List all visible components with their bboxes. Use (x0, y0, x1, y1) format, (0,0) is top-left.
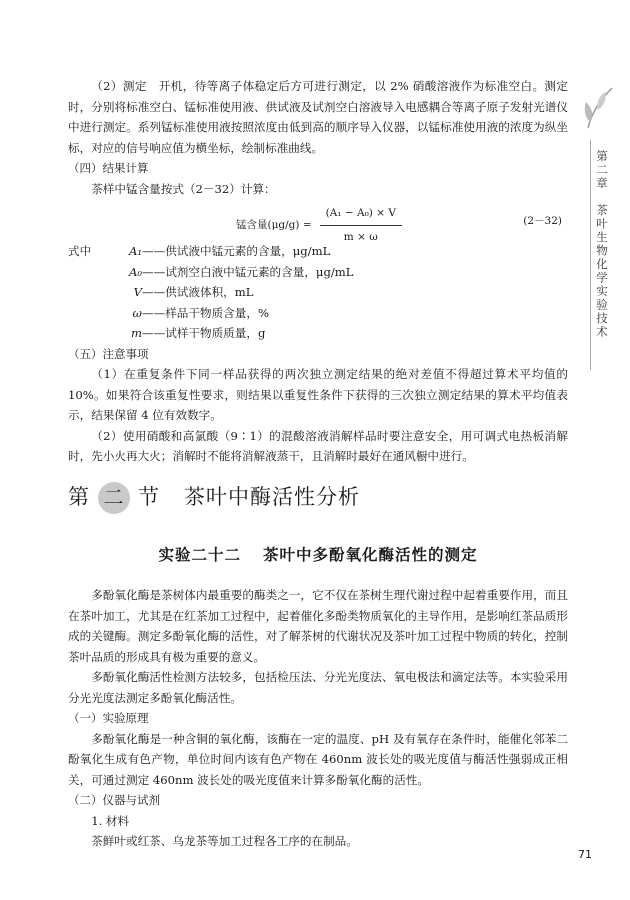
measurement-paragraph: （2）测定 开机，待等离子体稳定后方可进行测定，以 2% 硝酸溶液作为标准空白。测定时，分别将标准空白、锰标准使用液、供试液及试剂空白溶液导入电感耦合等离子原子发射光谱仪中进行测定。系列锰标准使用液按照浓度由低到高的顺序导入仪器，以锰标准使用液的浓度为纵坐标，对应的信号响应值为横坐标，绘制标准曲线。 (68, 79, 568, 155)
experiment-name: 茶叶中多酚氧化酶活性的测定 (263, 544, 478, 564)
materials-paragraph: 茶鲜叶或红茶、乌龙茶等加工过程各工序的在制品。 (91, 834, 358, 848)
section-suffix: 节 (138, 485, 160, 510)
leaf-icon (582, 82, 616, 134)
section-number-badge: 二 (98, 482, 130, 514)
section-title (68, 481, 568, 515)
formula-number: (2－32) (523, 215, 562, 227)
principle-paragraph: 多酚氧化酶是一种含铜的氧化酶，该酶在一定的温度、pH 及有氧存在条件时，能催化邻苯二酚氧化生成有色产物，单位时间内该有色产物在 460nm 波长处的吸光度值与酶活性强弱成正相关，可通过测定 460nm 波长处的吸光度值来计算多酚氧化酶的活性。 (68, 731, 568, 787)
formula-numerator: (A₁ − A₀) × V (320, 203, 402, 226)
variable-definitions (68, 241, 568, 344)
principle-heading: （一）实验原理 (68, 711, 149, 725)
experiment-number: 实验二十二 (158, 544, 241, 564)
definition-text: ——样品干物质含量，% (142, 305, 269, 320)
definition-text: ——试样干物质质量，g (142, 326, 266, 340)
formula-2-32 (68, 199, 568, 241)
results-heading: （四）结果计算 (68, 161, 149, 175)
definitions-lead: 式中 (68, 244, 92, 258)
definition-text: ——试剂空白液中锰元素的含量，μg/mL (142, 264, 354, 279)
definition-symbol: m (131, 326, 142, 340)
section-name: 茶叶中酶活性分析 (184, 485, 360, 510)
section-prefix: 第 (68, 485, 90, 510)
definition-row (68, 303, 568, 324)
definition-row (68, 262, 568, 283)
experiment-title (68, 545, 568, 566)
note-2: （2）使用硝酸和高氯酸（9∶1）的混酸溶液消解样品时要注意安全，用可调式电热板消解时，先小火再大火；消解时不能将消解液蒸干，且消解时最好在通风橱中进行。 (68, 428, 568, 463)
intro-paragraph-1: 多酚氧化酶是茶树体内最重要的酶类之一，它不仅在茶树生理代谢过程中起着重要作用，而且在茶叶加工，尤其是在红茶加工过程中，起着催化多酚类物质氧化的主导作用，是影响红茶品质形成的关键酶。测定多酚氧化酶的活性，对了解茶树的代谢状况及茶叶加工过程中物质的转化，控制茶叶品质的形成具有极为重要的意义。 (68, 588, 568, 664)
notes-heading: （五）注意事项 (68, 346, 149, 361)
formula-denominator: m × ω (343, 230, 378, 243)
definition-text: ——供试液中锰元素的含量，μg/mL (142, 244, 331, 258)
results-intro: 茶样中锰含量按式（2－32）计算： (91, 181, 276, 196)
definition-row (68, 323, 568, 344)
materials-heading: 1. 材料 (91, 813, 130, 828)
side-tab-chapter: 第二章 茶叶生物化学实验技术 (595, 150, 609, 339)
definition-symbol: V (133, 285, 142, 299)
definition-text: ——供试液体积，mL (142, 285, 254, 299)
note-1: （1）在重复条件下同一样品获得的两次独立测定结果的绝对差值不得超过算术平均值的 10%。如果符合该重复性要求，则结果以重复性条件下获得的三次独立测定结果的算术平均值表示，结果保留 4 位有效数字。 (68, 367, 568, 422)
page-number: 71 (578, 848, 592, 861)
definition-row (68, 282, 568, 303)
definition-symbol: ω (132, 305, 142, 320)
main-text (68, 76, 568, 852)
definition-symbol: A₁ (128, 244, 142, 258)
instruments-heading: （二）仪器与试剂 (68, 793, 160, 807)
formula-lhs: 锰含量(μg/g) = (236, 218, 312, 231)
intro-paragraph-2: 多酚氧化酶活性检测方法较多，包括检压法、分光光度法、氧电极法和滴定法等。本实验采用分光光度法测定多酚氧化酶活性。 (68, 670, 568, 705)
definition-symbol: A₀ (128, 264, 142, 279)
